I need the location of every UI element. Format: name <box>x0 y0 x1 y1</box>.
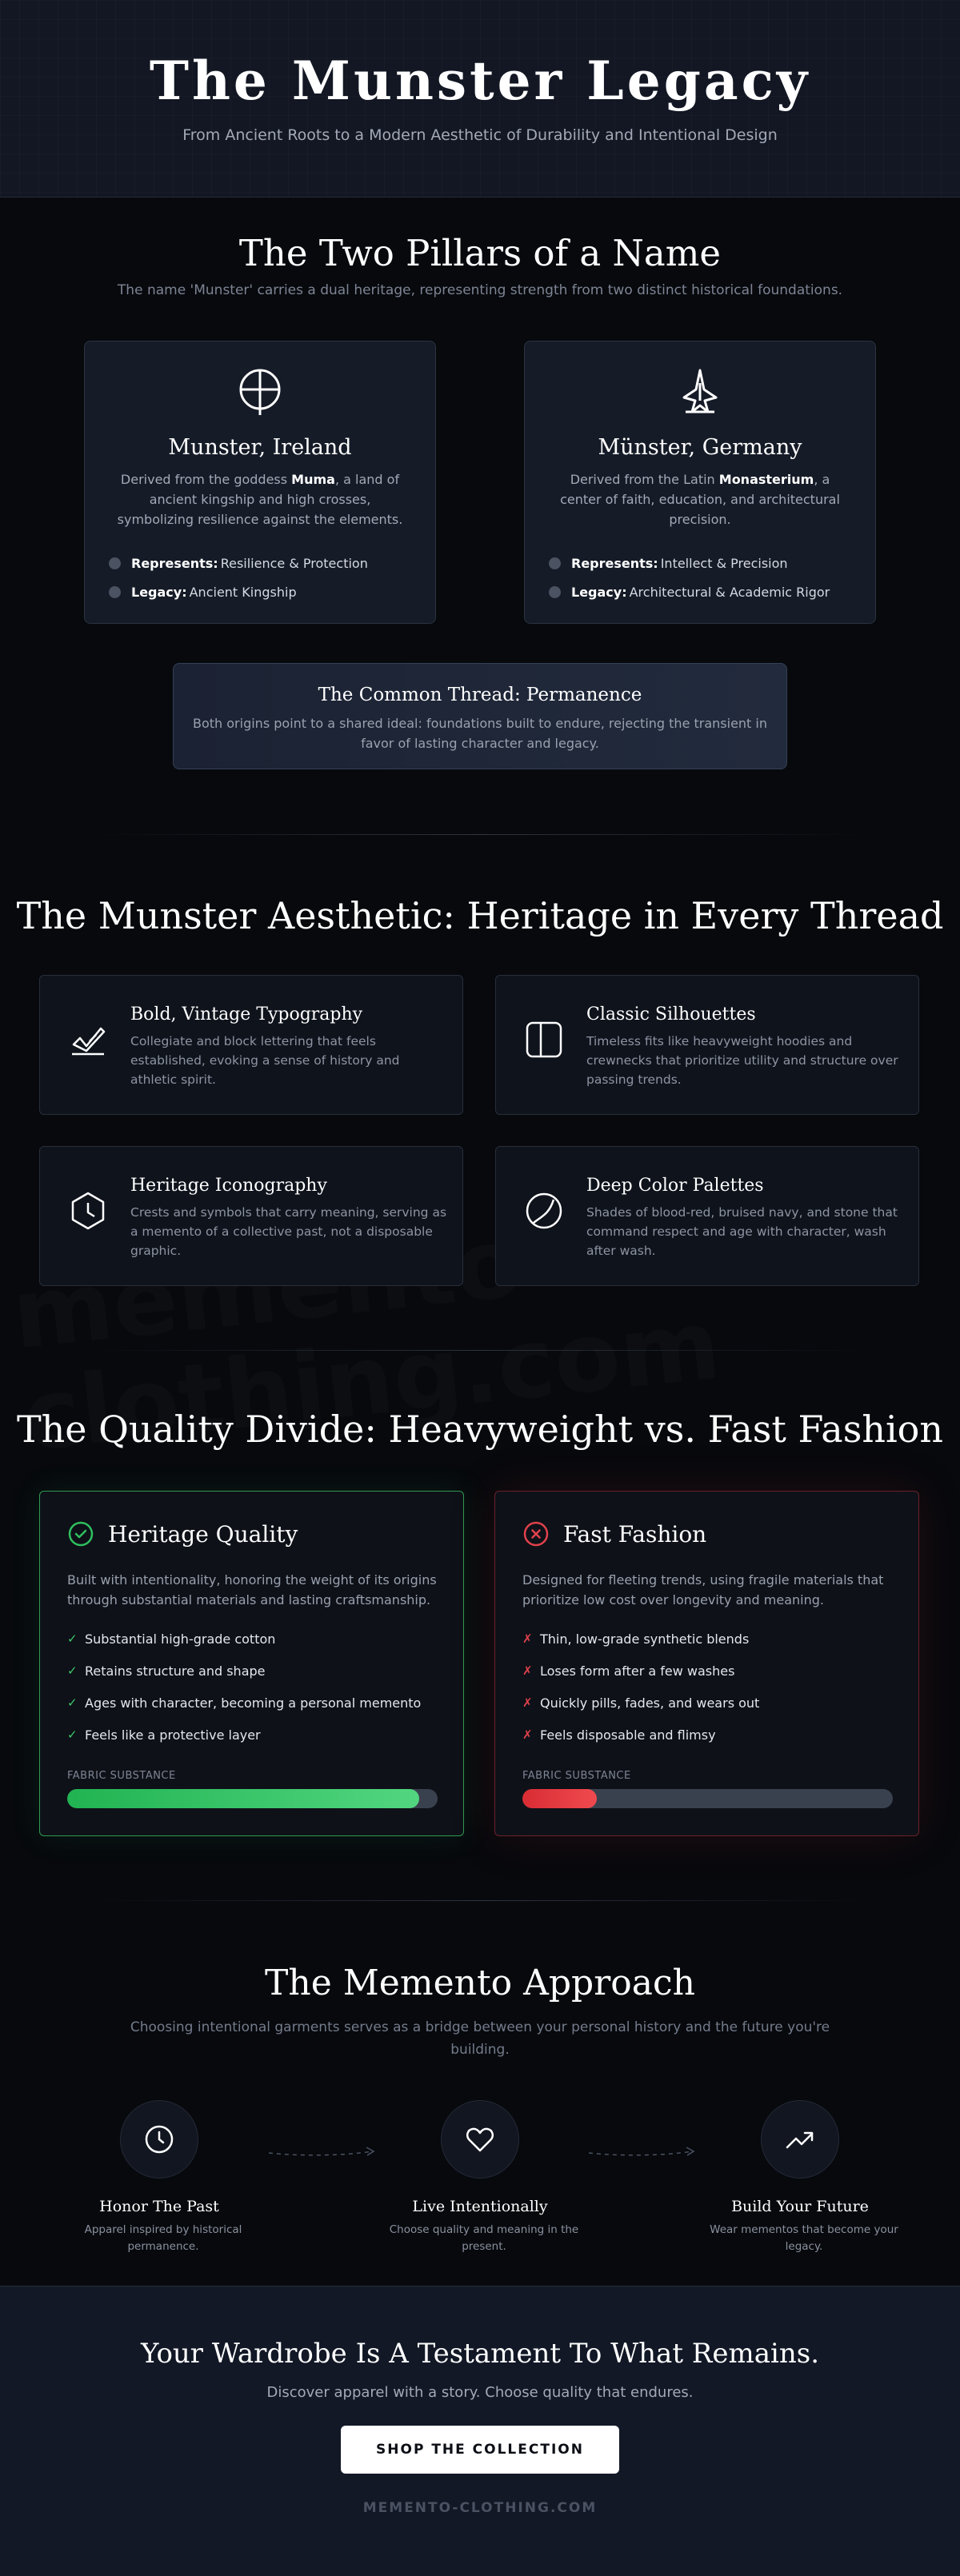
check-icon: ✓ <box>67 1695 78 1710</box>
page-title: The Munster Legacy <box>149 50 811 112</box>
common-thread-title: The Common Thread: Permanence <box>318 685 642 705</box>
memento-step <box>696 2100 904 2255</box>
memento-title: The Memento Approach <box>265 1963 695 2003</box>
page-subtitle: From Ancient Roots to a Modern Aesthetic of Durability and Intentional Design <box>182 126 778 144</box>
pillars-subtitle: The name 'Munster' carries a dual heritage, representing strength from two distinct historical foundations. <box>117 282 843 298</box>
list-item: ✓ Feels like a protective layer <box>67 1727 261 1743</box>
check-circle-icon <box>67 1520 94 1548</box>
list-item: Legacy: Ancient Kingship <box>109 577 435 606</box>
hero-header <box>0 0 960 198</box>
clock-icon <box>143 2123 175 2155</box>
cta-title: Your Wardrobe Is A Testament To What Remains. <box>140 2338 820 2370</box>
list-item: ✓ Retains structure and shape <box>67 1663 266 1679</box>
list-item: ✗ Quickly pills, fades, and wears out <box>522 1695 760 1711</box>
aesthetic-title: The Munster Aesthetic: Heritage in Every Thread <box>16 894 944 937</box>
celtic-cross-icon <box>85 365 435 417</box>
palette-circle-icon <box>525 1192 563 1230</box>
pillar-germany-desc: Derived from the Latin Monasterium, a center of faith, education, and architectural precision. <box>560 472 840 527</box>
step-text: Wear mementos that become your legacy. <box>710 2223 898 2253</box>
list-item: ✗ Loses form after a few washes <box>522 1663 735 1679</box>
cta-footer <box>0 2286 960 2576</box>
dashed-arrow-icon <box>267 2143 379 2159</box>
feature-text: Crests and symbols that carry meaning, serving as a memento of a collective past, not a disposable graphic. <box>130 1205 447 1258</box>
bullet-dot-icon <box>549 586 561 598</box>
dashed-arrow-icon <box>587 2143 699 2159</box>
x-mark-icon: ✗ <box>522 1695 533 1710</box>
pillars-title: The Two Pillars of a Name <box>238 232 722 274</box>
check-icon: ✓ <box>67 1663 78 1678</box>
feature-card <box>495 1146 919 1286</box>
list-item: Represents: Resilience & Protection <box>109 549 435 577</box>
fabric-substance-fill <box>522 1789 597 1808</box>
card-desc: Built with intentionality, honoring the weight of its origins through substantial materials and lasting craftsmanship. <box>67 1572 437 1608</box>
list-item: ✓ Substantial high-grade cotton <box>67 1631 276 1647</box>
list-item: ✗ Thin, low-grade synthetic blends <box>522 1631 750 1647</box>
section-divider <box>91 1350 869 1351</box>
shop-collection-button[interactable]: SHOP THE COLLECTION <box>341 2426 619 2474</box>
feature-text: Collegiate and block lettering that feels established, evoking a sense of history and athletic spirit. <box>130 1034 400 1087</box>
card-header <box>522 1520 706 1548</box>
pillar-ireland-card <box>84 341 436 624</box>
site-domain-link[interactable]: MEMENTO-CLOTHING.COM <box>362 2500 598 2516</box>
fabric-substance-label: FABRIC SUBSTANCE <box>522 1770 631 1782</box>
memento-subtitle: Choosing intentional garments serves as a bridge between your personal history and the future you're building. <box>130 2019 830 2058</box>
heart-icon <box>464 2123 496 2155</box>
pillar-germany-card <box>524 341 876 624</box>
fast-fashion-card <box>494 1491 919 1836</box>
card-title: Fast Fashion <box>563 1520 707 1548</box>
feature-list <box>522 1623 759 1751</box>
feature-card <box>39 975 463 1115</box>
list-item: Legacy: Architectural & Academic Rigor <box>549 577 875 606</box>
bullet-dot-icon <box>549 557 561 569</box>
card-desc: Designed for fleeting trends, using fragile materials that prioritize low cost over longevity and meaning. <box>522 1572 884 1608</box>
bullet-dot-icon <box>109 557 121 569</box>
cta-subtitle: Discover apparel with a story. Choose quality that endures. <box>266 2384 694 2401</box>
section-divider <box>91 834 869 835</box>
step-icon-circle <box>120 2100 198 2179</box>
fabric-substance-bar <box>522 1789 893 1808</box>
feature-text: Timeless fits like heavyweight hoodies and crewnecks that prioritize utility and structure over passing trends. <box>586 1034 898 1087</box>
pillar-ireland-attributes <box>109 549 435 606</box>
step-title: Live Intentionally <box>412 2198 548 2215</box>
check-icon: ✓ <box>67 1727 78 1742</box>
feature-title: Classic Silhouettes <box>586 1004 756 1024</box>
check-icon: ✓ <box>67 1631 78 1646</box>
quality-title: The Quality Divide: Heavyweight vs. Fast Fashion <box>17 1408 943 1451</box>
step-icon-circle <box>441 2100 519 2179</box>
x-mark-icon: ✗ <box>522 1727 533 1742</box>
card-header <box>67 1520 298 1548</box>
step-title: Build Your Future <box>731 2198 869 2215</box>
feature-card <box>495 975 919 1115</box>
feature-card <box>39 1146 463 1286</box>
pillar-ireland-desc: Derived from the goddess Muma, a land of ancient kingship and high crosses, symbolizing resilience against the elements. <box>117 472 403 527</box>
pillar-ireland-name: Munster, Ireland <box>168 435 352 460</box>
memento-step <box>376 2100 584 2255</box>
cathedral-spire-icon <box>525 365 875 417</box>
feature-text: Shades of blood-red, bruised navy, and stone that command respect and age with character, wash after wash. <box>586 1205 898 1258</box>
list-item: ✓ Ages with character, becoming a personal memento <box>67 1695 422 1711</box>
x-mark-icon: ✗ <box>522 1663 533 1678</box>
list-item: Represents: Intellect & Precision <box>549 549 875 577</box>
feature-title: Bold, Vintage Typography <box>130 1004 363 1024</box>
heritage-quality-card <box>39 1491 464 1836</box>
pillar-germany-name: Münster, Germany <box>598 435 802 460</box>
panel-layout-icon <box>525 1020 563 1059</box>
feature-title: Deep Color Palettes <box>586 1176 764 1196</box>
common-thread-text: Both origins point to a shared ideal: foundations built to endure, rejecting the transient in favor of lasting character and legacy. <box>193 716 767 751</box>
step-title: Honor The Past <box>99 2198 219 2215</box>
hexagon-clock-icon <box>69 1192 107 1230</box>
trending-up-icon <box>784 2123 816 2155</box>
fabric-substance-bar <box>67 1789 438 1808</box>
step-text: Choose quality and meaning in the present. <box>389 2223 579 2253</box>
x-mark-icon: ✗ <box>522 1631 533 1646</box>
memento-step <box>55 2100 263 2255</box>
common-thread-callout <box>173 663 787 769</box>
card-title: Heritage Quality <box>108 1520 298 1548</box>
feature-list <box>67 1623 421 1751</box>
step-text: Apparel inspired by historical permanence. <box>84 2223 242 2253</box>
pillar-germany-attributes <box>549 549 875 606</box>
feature-title: Heritage Iconography <box>130 1176 327 1196</box>
section-divider <box>91 1900 869 1901</box>
pen-nib-icon <box>69 1020 107 1059</box>
fabric-substance-label: FABRIC SUBSTANCE <box>67 1770 176 1782</box>
bullet-dot-icon <box>109 586 121 598</box>
fabric-substance-fill <box>67 1789 419 1808</box>
x-circle-icon <box>522 1520 550 1548</box>
step-icon-circle <box>761 2100 839 2179</box>
list-item: ✗ Feels disposable and flimsy <box>522 1727 716 1743</box>
